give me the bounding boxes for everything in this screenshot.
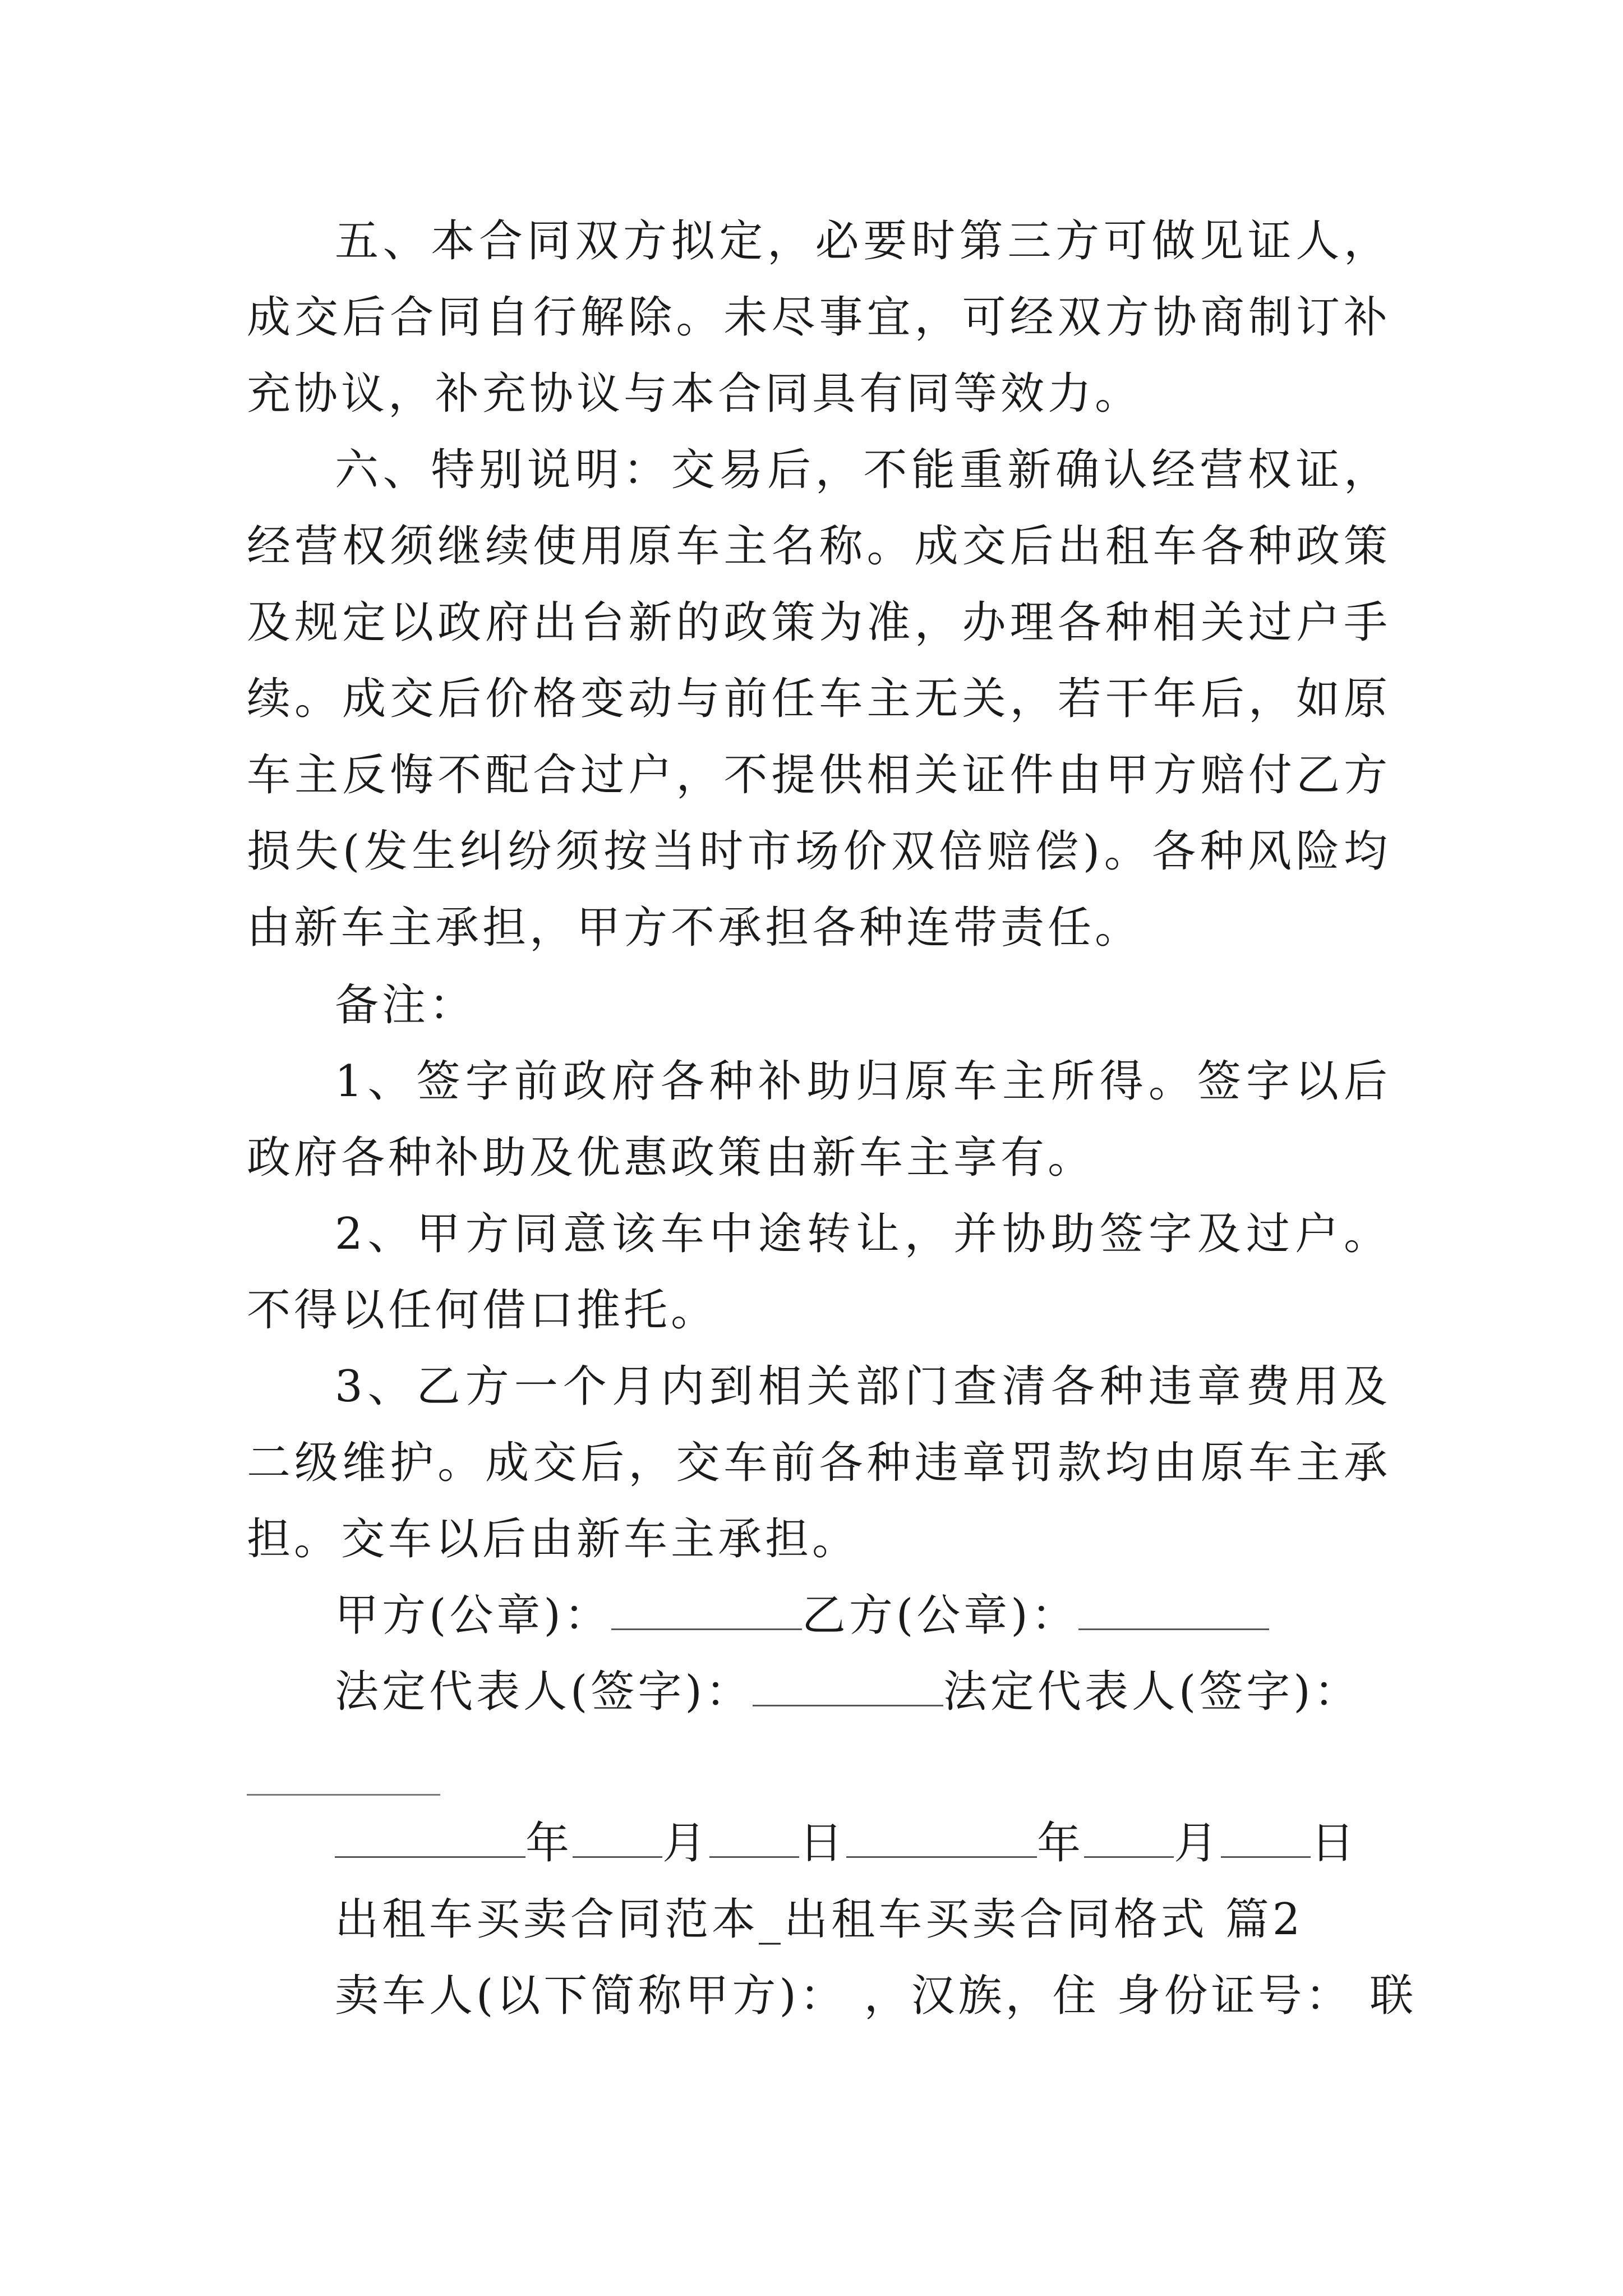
party-a-seal-label: 甲方(公章)： bbox=[335, 1590, 611, 1641]
legal-rep-line bbox=[335, 1654, 1361, 1730]
year-label-a: 年 bbox=[525, 1818, 573, 1869]
notes-heading: 备注： bbox=[335, 980, 477, 1030]
day-blank-a[interactable] bbox=[709, 1817, 799, 1858]
legal-rep-a-blank[interactable] bbox=[753, 1665, 943, 1706]
legal-rep-b-label: 法定代表人(签字)： bbox=[943, 1667, 1361, 1717]
year-blank-a[interactable] bbox=[335, 1817, 525, 1858]
month-blank-a[interactable] bbox=[573, 1817, 662, 1858]
month-blank-b[interactable] bbox=[1084, 1817, 1174, 1858]
section-title: 出租车买卖合同范本_出租车买卖合同格式 篇2 bbox=[335, 1894, 1304, 1945]
year-label-b: 年 bbox=[1037, 1818, 1085, 1869]
note-item-2: 2、甲方同意该车中途转让，并协助签字及过户。不得以任何借口推托。 bbox=[247, 1209, 1391, 1336]
month-label-b: 月 bbox=[1174, 1818, 1221, 1869]
seal-line bbox=[335, 1577, 1269, 1654]
legal-rep-b-blank[interactable] bbox=[247, 1794, 440, 1796]
party-a-seal-blank[interactable] bbox=[611, 1589, 802, 1630]
seller-line: 卖车人(以下简称甲方)： ，汉族，住 身份证号： 联 bbox=[335, 1971, 1417, 2021]
legal-rep-a-label: 法定代表人(签字)： bbox=[335, 1667, 753, 1717]
party-b-seal-label: 乙方(公章)： bbox=[801, 1590, 1078, 1641]
clause-six: 六、特别说明：交易后，不能重新确认经营权证，经营权须继续使用原车主名称。成交后出租车各种政策及规定以政府出台新的政策为准，办理各种相关过户手续。成交后价格变动与前任车主无关，若干年后，如原车主反悔不配合过户，不提供相关证件由甲方赔付乙方损失(发生纠纷须按当时市场价双倍赔偿)。各种风险均由新车主承担，甲方不承担各种连带责任。 bbox=[247, 445, 1391, 953]
party-b-seal-blank[interactable] bbox=[1078, 1589, 1269, 1630]
day-label-a: 日 bbox=[799, 1818, 847, 1869]
day-label-b: 日 bbox=[1311, 1818, 1358, 1869]
clause-five: 五、本合同双方拟定，必要时第三方可做见证人，成交后合同自行解除。未尽事宜，可经双方协商制订补充协议，补充协议与本合同具有同等效力。 bbox=[247, 216, 1391, 419]
date-line bbox=[335, 1805, 1358, 1881]
note-item-3: 3、乙方一个月内到相关部门查清各种违章费用及二级维护。成交后，交车前各种违章罚款均由原车主承担。交车以后由新车主承担。 bbox=[247, 1361, 1391, 1565]
day-blank-b[interactable] bbox=[1221, 1817, 1311, 1858]
note-item-1: 1、签字前政府各种补助归原车主所得。签字以后政府各种补助及优惠政策由新车主享有。 bbox=[247, 1056, 1391, 1183]
year-blank-b[interactable] bbox=[846, 1817, 1037, 1858]
month-label-a: 月 bbox=[662, 1818, 710, 1869]
